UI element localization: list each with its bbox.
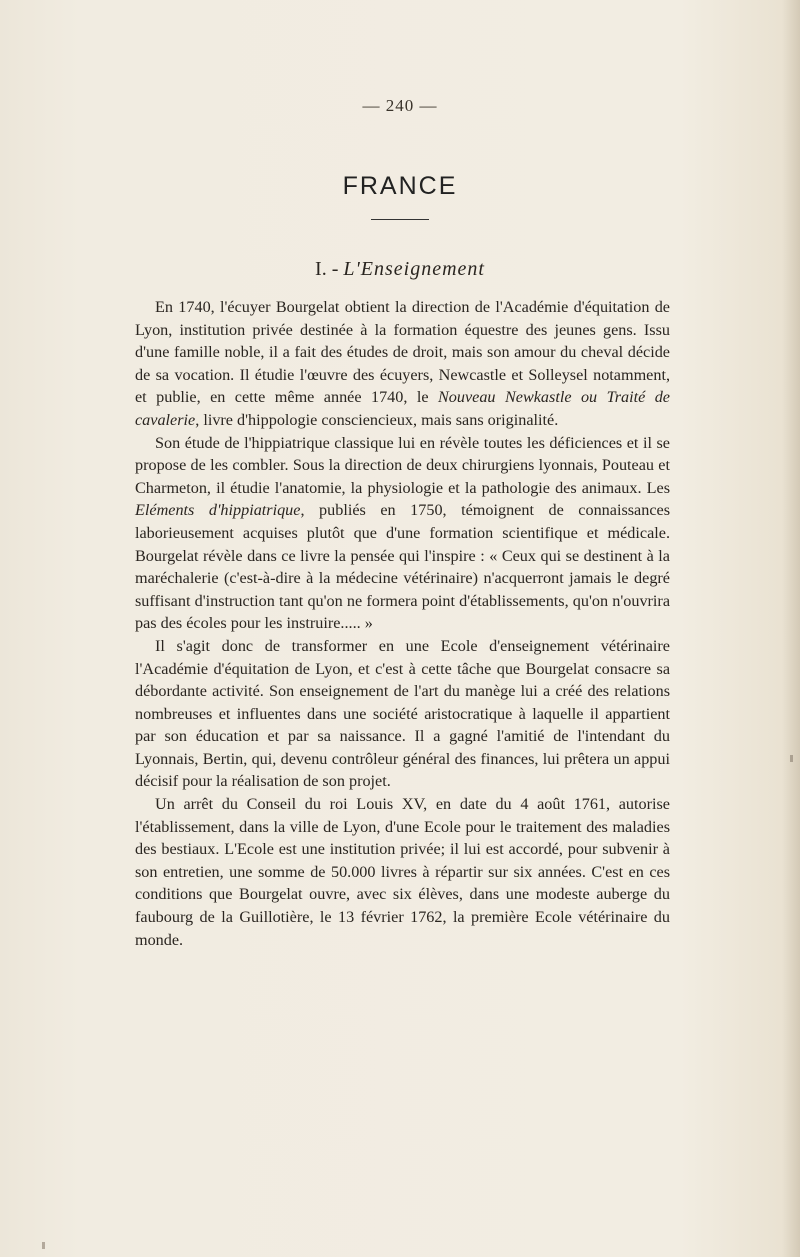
text-run: Un arrêt du Conseil du roi Louis XV, en date du 4 août 1761, autorise l'établissement, dans la ville de Lyon, d'une Ecole pour le traitement des maladies des bestiaux. L'Ecole est une institution privée; il lui est accordé, pour subvenir à son entretien, une somme de 50.000 livres à répartir sur six années. C'est en ces conditions que Bourgelat ouvre, avec six élèves, dans une modeste auberge du faubourg de la Guillotière, le 13 février 1762, la première Ecole vétérinaire du monde. [135, 795, 670, 949]
section-name: L'Enseignement [343, 258, 485, 280]
page-number: — 240 — [362, 96, 438, 115]
section-number: I. - [315, 258, 344, 280]
margin-mark [42, 1242, 45, 1249]
section-title [0, 258, 800, 281]
text-run: , publiés en 1750, témoignent de connaissances laborieusement acquises plutôt que d'une formation scientifique et médicale. Bourgelat révèle dans ce livre la pensée qui l'inspire : « Ceux qui se destinent à la maréchalerie (c'est-à-dire à la médecine vétérinaire) n'acquerront jamais le degré suffisant d'instruction tant qu'on ne formera point d'établissements, qu'on n'ouvrira pas des écoles pour les instruire..... » [135, 501, 670, 633]
chapter-title: FRANCE [342, 172, 458, 200]
body-text [135, 296, 670, 951]
margin-mark [790, 755, 793, 762]
text-run: En 1740, l'écuyer Bourgelat obtient la direction de l'Académie d'équitation de Lyon, institution privée destinée à la formation équestre des jeunes gens. Issu d'une famille noble, il a fait des études de droit, mais son amour du cheval décide de sa vocation. Il étudie l'œuvre des écuyers, Newcastle et Solleysel notamment, et publie, en cette même année 1740, le [135, 298, 670, 407]
title-divider [371, 219, 429, 220]
paragraph [135, 296, 670, 432]
text-run: , livre d'hippologie consciencieux, mais sans originalité. [195, 410, 559, 429]
paragraph [135, 793, 670, 951]
paragraph [135, 635, 670, 793]
italic-title: Eléments d'hippiatrique [135, 501, 301, 520]
text-run: Son étude de l'hippiatrique classique lui en révèle toutes les déficiences et il se propose de les combler. Sous la direction de deux chirurgiens lyonnais, Pouteau et Charmeton, il étudie l'anatomie, la physiologie et la pathologie des animaux. Les [135, 433, 670, 497]
text-run: Il s'agit donc de transformer en une Ecole d'enseignement vétérinaire l'Académie d'équitation de Lyon, et c'est à cette tâche que Bourgelat consacre sa débordante activité. Son enseignement de l'art du manège lui a créé des relations nombreuses et influentes dans une société aristocratique à laquelle il appartient par son éducation et par sa naissance. Il a gagné l'amitié de l'intendant du Lyonnais, Bertin, qui, devenu contrôleur général des finances, lui prêtera un appui décisif pour la réalisation de son projet. [135, 636, 670, 791]
italic-title: Nouveau Newkastle ou Traité de cavalerie [135, 388, 670, 429]
paragraph [135, 432, 670, 635]
